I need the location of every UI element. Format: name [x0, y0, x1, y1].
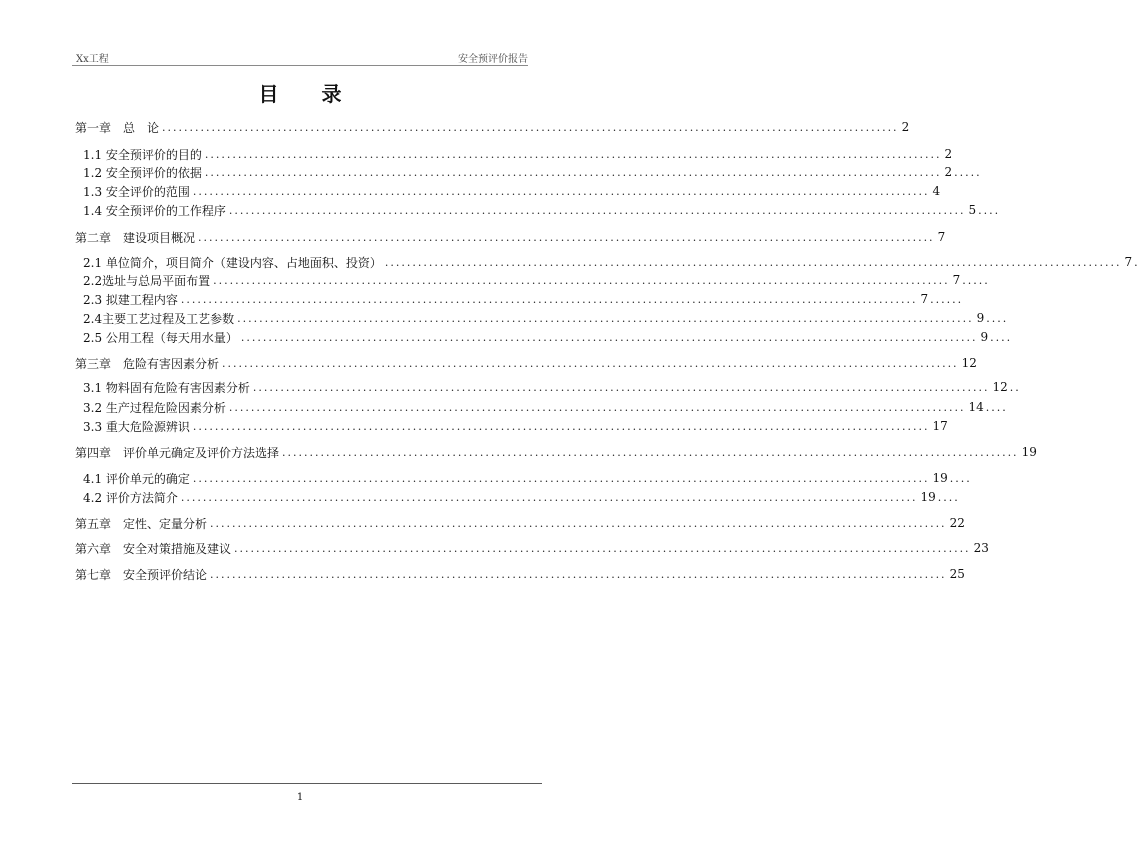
toc-page-number: 7	[937, 230, 946, 244]
page-number: 1	[296, 792, 304, 803]
toc-chapter-3[interactable]	[75, 354, 977, 372]
toc-leader-dots: ......................................................................................................................................	[192, 184, 930, 198]
toc-entry-label: 2.2选址与总局平面布置	[83, 273, 211, 288]
toc-trailing-dots: ..	[1009, 380, 1021, 394]
toc-chapter-4[interactable]	[75, 443, 1037, 461]
header-project-name: Xx工程	[76, 54, 109, 65]
toc-entry-label: 1.3 安全评价的范围	[83, 184, 190, 199]
header-divider	[72, 65, 528, 66]
toc-trailing-dots: ....	[986, 311, 1009, 325]
toc-page-number: 19	[920, 490, 936, 504]
toc-section-4-2[interactable]	[83, 488, 960, 506]
toc-leader-dots: ......................................................................................................................................	[237, 311, 974, 325]
toc-trailing-dots: ....	[990, 330, 1013, 344]
toc-leader-dots: ......................................................................................................................................	[240, 330, 978, 344]
toc-section-3-1[interactable]	[83, 378, 1021, 396]
header-report-title: 安全预评价报告	[458, 54, 528, 65]
toc-leader-dots: ......................................................................................................................................	[192, 419, 930, 433]
toc-leader-dots: ......................................................................................................................................	[252, 380, 990, 394]
toc-section-1-2[interactable]	[83, 163, 982, 181]
toc-section-1-1[interactable]	[83, 145, 953, 163]
toc-leader-dots: ......................................................................................................................................	[234, 541, 971, 555]
toc-chapter-6[interactable]	[75, 539, 989, 557]
toc-page-number: 12	[961, 356, 977, 370]
toc-section-1-4[interactable]	[83, 201, 1001, 219]
toc-entry-label: 4.2 评价方法简介	[83, 490, 178, 505]
toc-page-number: 7	[1124, 255, 1133, 269]
toc-entry-label: 2.1 单位简介，项目简介（建设内容、占地面积、投资）	[83, 255, 382, 270]
toc-chapter-2[interactable]	[75, 228, 946, 246]
toc-section-3-2[interactable]	[83, 398, 1008, 416]
toc-page-number: 14	[968, 400, 984, 414]
toc-entry-label: 4.1 评价单元的确定	[83, 471, 190, 486]
toc-entry-label: 第三章 危险有害因素分析	[75, 356, 220, 371]
toc-entry-label: 第四章 评价单元确定及评价方法选择	[75, 445, 280, 460]
toc-page-number: 4	[932, 184, 941, 198]
toc-section-4-1[interactable]	[83, 469, 972, 487]
toc-chapter-7[interactable]	[75, 565, 965, 583]
toc-trailing-dots: ....	[985, 400, 1008, 414]
toc-chapter-1[interactable]	[75, 118, 910, 136]
toc-entry-label: 3.2 生产过程危险因素分析	[83, 400, 226, 415]
toc-trailing-dots: ......	[930, 292, 964, 306]
toc-entry-label: 第七章 安全预评价结论	[75, 567, 208, 582]
toc-entry-label: 第一章 总 论	[75, 120, 160, 135]
toc-entry-label: 1.2 安全预评价的依据	[83, 165, 202, 180]
toc-leader-dots: ......................................................................................................................................	[204, 165, 942, 179]
toc-leader-dots: ......................................................................................................................................	[282, 445, 1019, 459]
toc-page-number: 5	[968, 203, 977, 217]
toc-section-2-4[interactable]	[83, 309, 1009, 327]
toc-leader-dots: ......................................................................................................................................	[198, 230, 935, 244]
toc-leader-dots: ......................................................................................................................................	[192, 471, 930, 485]
toc-page-number: 25	[949, 567, 965, 581]
toc-section-2-3[interactable]	[83, 290, 964, 308]
toc-trailing-dots: ....	[949, 471, 972, 485]
toc-page-number: 2	[944, 147, 953, 161]
toc-page-number: 17	[932, 419, 948, 433]
toc-page-number: 23	[973, 541, 989, 555]
toc-entry-label: 第二章 建设项目概况	[75, 230, 196, 245]
toc-page-number: 2	[944, 165, 953, 179]
toc-leader-dots: ......................................................................................................................................	[213, 273, 950, 287]
toc-page-number: 22	[949, 516, 965, 530]
toc-entry-label: 1.1 安全预评价的目的	[83, 147, 202, 162]
toc-section-2-2[interactable]	[83, 271, 990, 289]
toc-entry-label: 3.3 重大危险源辨识	[83, 419, 190, 434]
toc-entry-label: 第六章 安全对策措施及建议	[75, 541, 232, 556]
toc-leader-dots: ......................................................................................................................................	[210, 567, 947, 581]
footer-divider	[72, 783, 542, 784]
toc-page-number: 7	[920, 292, 929, 306]
toc-entry-label: 3.1 物料固有危险有害因素分析	[83, 380, 250, 395]
toc-page-number: 7	[952, 273, 961, 287]
toc-page-number: 9	[976, 311, 985, 325]
toc-page-number: 9	[980, 330, 989, 344]
toc-entry-label: 2.3 拟建工程内容	[83, 292, 178, 307]
toc-page-number: 12	[992, 380, 1008, 394]
toc-section-1-3[interactable]	[83, 182, 941, 200]
toc-leader-dots: ......................................................................................................................................	[228, 203, 966, 217]
toc-trailing-dots: .	[1134, 255, 1140, 269]
toc-leader-dots: ......................................................................................................................................	[180, 292, 918, 306]
toc-chapter-5[interactable]	[75, 514, 965, 532]
toc-entry-label: 2.4主要工艺过程及工艺参数	[83, 311, 235, 326]
toc-leader-dots: ......................................................................................................................................	[222, 356, 959, 370]
toc-entry-label: 2.5 公用工程（每天用水量）	[83, 330, 238, 345]
toc-leader-dots: ......................................................................................................................................	[204, 147, 942, 161]
toc-leader-dots: ......................................................................................................................................	[180, 490, 918, 504]
toc-trailing-dots: .....	[962, 273, 990, 287]
toc-leader-dots: ......................................................................................................................................	[210, 516, 947, 530]
toc-page-number: 19	[932, 471, 948, 485]
toc-trailing-dots: ....	[937, 490, 960, 504]
toc-section-2-5[interactable]	[83, 328, 1013, 346]
toc-page-number: 19	[1021, 445, 1037, 459]
toc-trailing-dots: .....	[954, 165, 982, 179]
toc-leader-dots: ......................................................................................................................................	[162, 120, 899, 134]
toc-leader-dots: ......................................................................................................................................	[228, 400, 966, 414]
toc-page-number: 2	[901, 120, 910, 134]
toc-entry-label: 1.4 安全预评价的工作程序	[83, 203, 226, 218]
toc-section-2-1[interactable]	[83, 253, 1140, 271]
toc-trailing-dots: ....	[978, 203, 1001, 217]
toc-section-3-3[interactable]	[83, 417, 948, 435]
page-title: 目 录	[258, 82, 360, 106]
toc-leader-dots: ......................................................................................................................................	[384, 255, 1122, 269]
toc-entry-label: 第五章 定性、定量分析	[75, 516, 208, 531]
